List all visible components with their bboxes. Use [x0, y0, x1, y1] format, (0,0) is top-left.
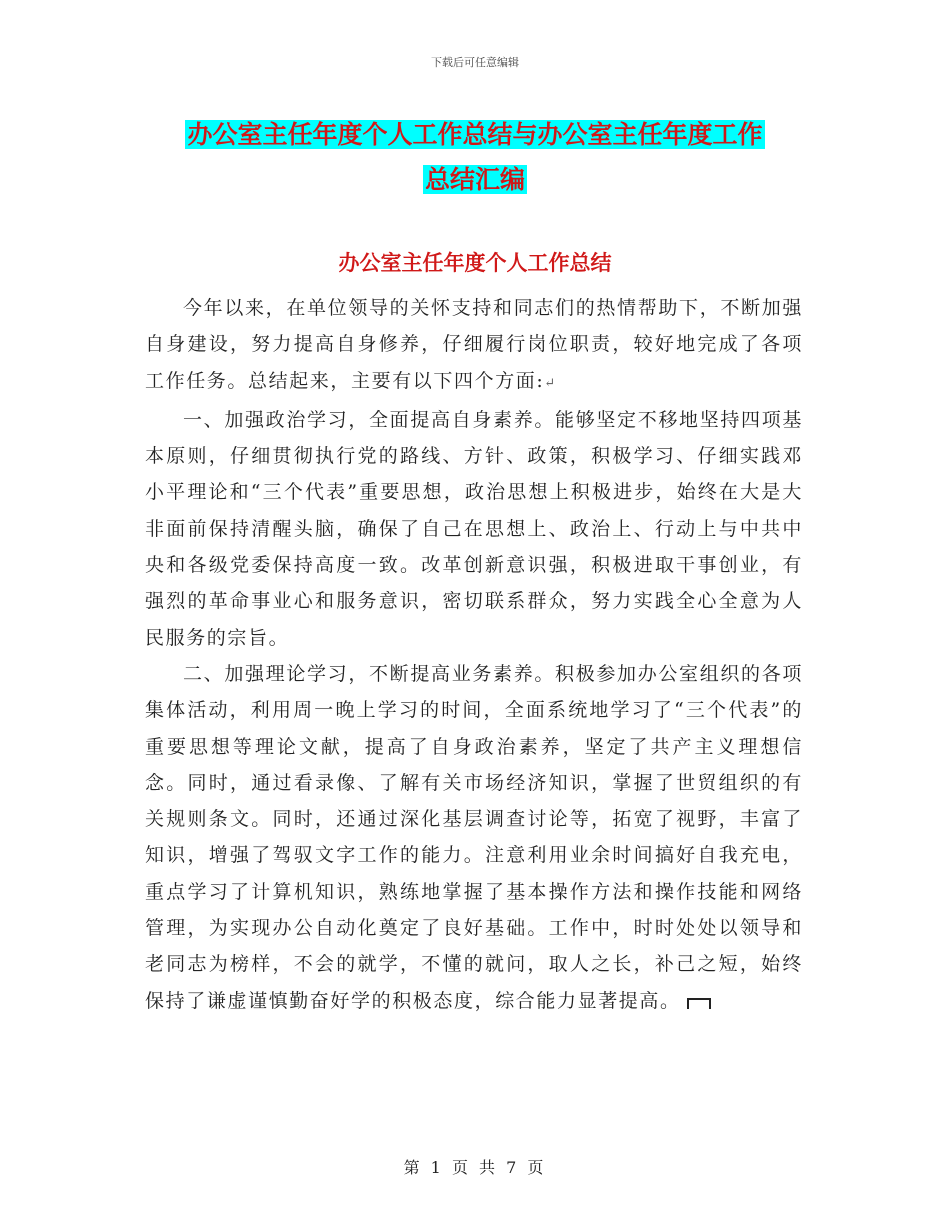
paragraph-return-mark: ↵: [544, 375, 556, 391]
paragraph-intro-text: 今年以来，在单位领导的关怀支持和同志们的热情帮助下，不断加强自身建设，努力提高自身修养，仔细履行岗位职责，较好地完成了各项工作任务。总结起来，主要有以下四个方面:: [145, 297, 803, 392]
end-of-paragraph-mark: [687, 998, 711, 1009]
paragraph-political-study: 一、加强政治学习，全面提高自身素养。能够坚定不移地坚持四项基本原则，仔细贯彻执行党的路线、方针、政策，积极学习、仔细实践邓小平理论和“三个代表”重要思想，政治思想上积极进步，始终在大是大非面前保持清醒头脑，确保了自己在思想上、政治上、行动上与中共中央和各级党委保持高度一致。改革创新意识强，积极进取干事创业，有强烈的革命事业心和服务意识，密切联系群众，努力实践全心全意为人民服务的宗旨。: [145, 408, 803, 649]
paragraph-theory-study-text: 二、加强理论学习，不断提高业务素养。积极参加办公室组织的各项集体活动，利用周一晚上学习的时间，全面系统地学习了“三个代表”的重要思想等理论文献，提高了自身政治素养，坚定了共产主义理想信念。同时，通过看录像、了解有关市场经济知识，掌握了世贸组织的有关规则条文。同时，还通过深化基层调查讨论等，拓宽了视野，丰富了知识，增强了驾驭文字工作的能力。注意利用业余时间搞好自我充电，重点学习了计算机知识，熟练地掌握了基本操作方法和操作技能和网络管理，为实现办公自动化奠定了良好基础。工作中，时时处处以领导和老同志为榜样，不会的就学，不懂的就问，取人之长，补己之短，始终保持了谦虚谨慎勤奋好学的积极态度，综合能力显著提高。: [145, 662, 803, 1012]
paragraph-intro: [145, 290, 803, 402]
section-title: 办公室主任年度个人工作总结: [338, 251, 612, 275]
header-note: 下载后可任意编辑: [431, 56, 519, 69]
document-body: [145, 290, 803, 1019]
document-title: [150, 112, 800, 202]
paragraph-theory-study: [145, 656, 803, 1019]
page-number: 第 1 页 共 7 页: [403, 1158, 547, 1177]
document-title-line-1: 办公室主任年度个人工作总结与办公室主任年度工作: [187, 120, 763, 149]
document-title-line-2: 总结汇编: [424, 165, 525, 194]
